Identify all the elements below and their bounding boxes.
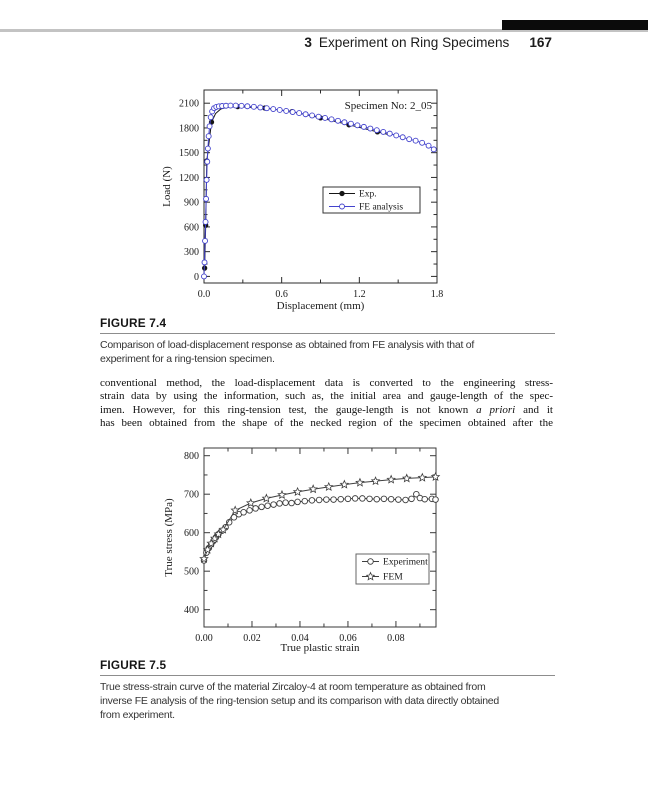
svg-text:0.06: 0.06 xyxy=(339,633,357,644)
svg-text:0.08: 0.08 xyxy=(387,633,405,644)
running-head xyxy=(304,35,552,50)
svg-text:1.2: 1.2 xyxy=(353,289,366,300)
figure-7-4-caption-block xyxy=(100,316,555,366)
caption-line: True stress-strain curve of the material Zircaloy-4 at room temperature as obtained from xyxy=(100,681,486,693)
svg-text:1200: 1200 xyxy=(179,172,199,184)
caption-line: from experiment. xyxy=(100,709,175,721)
chapter-number: 3 xyxy=(304,35,312,50)
svg-text:700: 700 xyxy=(184,489,199,501)
svg-text:Experiment: Experiment xyxy=(383,556,428,568)
figure-7-5-caption xyxy=(100,680,555,722)
body-line-italic-segment: a priori xyxy=(476,403,516,416)
svg-text:800: 800 xyxy=(184,451,199,463)
svg-text:True plastic strain: True plastic strain xyxy=(280,642,360,654)
svg-text:Exp.: Exp. xyxy=(359,189,377,200)
svg-text:1.8: 1.8 xyxy=(430,289,444,300)
chapter-title: Experiment on Ring Specimens xyxy=(318,35,510,50)
svg-text:600: 600 xyxy=(184,528,199,540)
body-line: has been obtained from the shape of the necked region of the specimen obtained after the xyxy=(100,417,553,430)
figure-7-5-label: FIGURE 7.5 xyxy=(100,658,555,676)
svg-text:FEM: FEM xyxy=(383,571,403,583)
figure-7-4-label: FIGURE 7.4 xyxy=(100,316,555,334)
figure-7-4-chart xyxy=(160,78,460,313)
caption-line: Comparison of load-displacement response as obtained from FE analysis with that of xyxy=(100,339,475,351)
svg-text:FE analysis: FE analysis xyxy=(359,202,404,213)
svg-text:400: 400 xyxy=(184,605,199,617)
svg-text:1500: 1500 xyxy=(179,148,199,160)
body-line-segment: imen. However, for this ring-tension test, the gauge-length is not known xyxy=(100,403,477,416)
svg-text:Displacement (mm): Displacement (mm) xyxy=(276,300,365,312)
body-line: strain data by using the information, such as, the initial area and gauge-length of the spec- xyxy=(100,390,553,403)
caption-line: experiment for a ring-tension specimen. xyxy=(100,353,275,365)
body-paragraph xyxy=(100,377,553,431)
header-black-bar xyxy=(502,20,648,30)
svg-text:True stress (MPa): True stress (MPa) xyxy=(163,498,175,577)
svg-text:0: 0 xyxy=(194,271,199,283)
figure-7-5-caption-block xyxy=(100,658,555,722)
page-number: 167 xyxy=(529,35,552,50)
svg-text:1800: 1800 xyxy=(179,123,199,135)
body-line: conventional method, the load-displacement data is converted to the engineering stress- xyxy=(100,377,553,389)
svg-text:0.6: 0.6 xyxy=(275,289,288,300)
svg-text:0.0: 0.0 xyxy=(197,289,211,300)
svg-text:Load (N): Load (N) xyxy=(161,166,173,207)
svg-text:0.00: 0.00 xyxy=(195,633,213,644)
svg-text:300: 300 xyxy=(184,247,199,259)
figure-7-4-caption xyxy=(100,338,555,366)
figure-7-5-chart xyxy=(160,438,460,656)
svg-text:500: 500 xyxy=(184,566,199,578)
svg-text:0.04: 0.04 xyxy=(291,633,309,644)
svg-text:600: 600 xyxy=(184,222,199,234)
body-line-segment: and it xyxy=(515,403,553,416)
svg-text:0.02: 0.02 xyxy=(243,633,261,644)
svg-text:Specimen No: 2_05: Specimen No: 2_05 xyxy=(344,100,432,112)
caption-line: inverse FE analysis of the ring-tension setup and its comparison with data directly obtained xyxy=(100,695,499,707)
body-line xyxy=(100,404,553,417)
svg-text:2100: 2100 xyxy=(179,98,199,110)
svg-text:900: 900 xyxy=(184,197,199,209)
